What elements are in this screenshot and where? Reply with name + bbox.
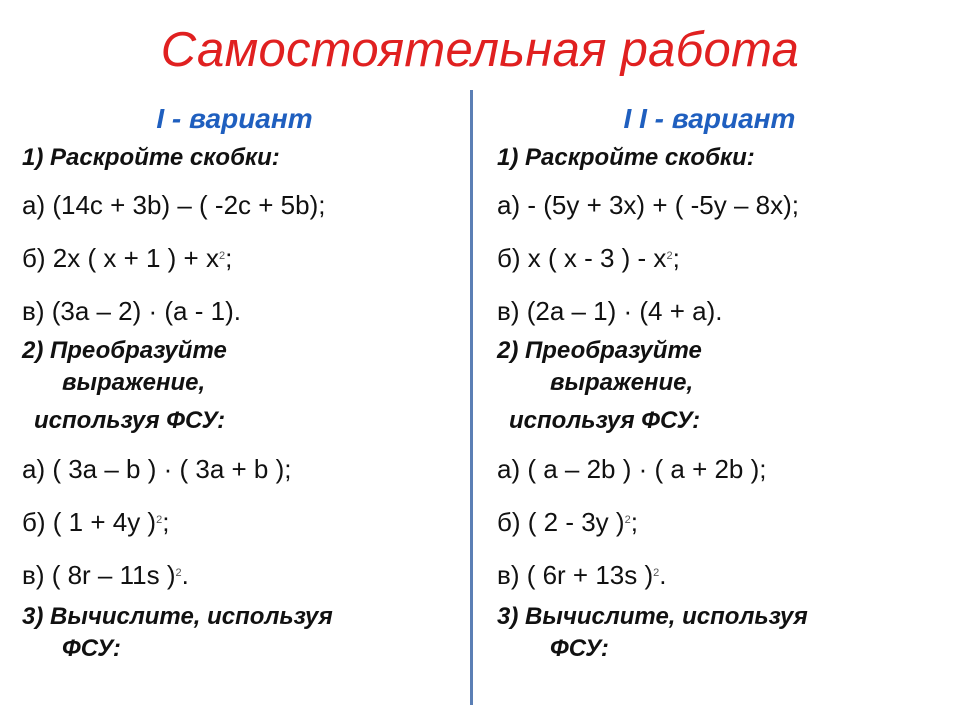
task-2-line-1: 2) Преобразуйте <box>497 337 702 364</box>
task-2-expr-a: а) ( а – 2b ) · ( а + 2b ); <box>497 454 767 484</box>
task-1-expr-c: в) (3а – 2) · (а - 1). <box>22 296 241 326</box>
expr-text: б) ( 1 + 4у ) <box>22 507 157 537</box>
superscript: 2 <box>156 514 163 526</box>
expr-text: б) ( 2 - 3у ) <box>497 507 625 537</box>
task-2-line-2: выражение, <box>62 369 206 396</box>
task-1-expr-a: а) (14с + 3b) – ( -2с + 5b); <box>22 190 326 220</box>
superscript: 2 <box>666 250 673 262</box>
expr-punct: ; <box>162 507 170 537</box>
expr-text: в) ( 8r – 11s ) <box>22 560 176 590</box>
task-1-expr-b <box>22 232 467 285</box>
task-1-heading: 1) Раскройте скобки: <box>497 144 755 171</box>
variant-1-column <box>22 100 467 665</box>
task-1-expr-b <box>497 232 942 285</box>
superscript: 2 <box>624 514 631 526</box>
task-3-line-1: 3) Вычислите, используя <box>22 603 333 630</box>
expr-punct: ; <box>630 507 638 537</box>
task-2-line-3: используя ФСУ: <box>509 407 701 434</box>
task-2-line-3: используя ФСУ: <box>34 407 226 434</box>
task-3-line-2: ФСУ: <box>550 635 609 662</box>
superscript: 2 <box>218 250 226 262</box>
task-2-expr-a: а) ( 3а – b ) · ( 3а + b ); <box>22 454 292 484</box>
variant-2-header: I I - вариант <box>623 103 796 134</box>
task-2-expr-c <box>22 549 467 602</box>
task-2-line-1: 2) Преобразуйте <box>22 337 227 364</box>
task-3-heading <box>22 601 467 665</box>
expr-text: б) 2х ( х + 1 ) + х <box>22 243 219 273</box>
expr-punct: . <box>181 560 189 590</box>
variant-2-column <box>497 100 942 665</box>
task-1-heading: 1) Раскройте скобки: <box>22 144 280 171</box>
expr-text: б) х ( х - 3 ) - х <box>497 243 667 273</box>
task-2-expr-b <box>22 496 467 549</box>
expr-punct: ; <box>225 243 233 273</box>
task-1-expr-a: а) - (5у + 3х) + ( -5у – 8х); <box>497 190 799 220</box>
task-3-line-1: 3) Вычислите, используя <box>497 603 808 630</box>
task-2-heading <box>497 335 942 399</box>
task-3-heading <box>497 601 942 665</box>
expr-punct: ; <box>672 243 680 273</box>
task-2-expr-c <box>497 549 942 602</box>
superscript: 2 <box>653 567 660 579</box>
superscript: 2 <box>175 567 182 579</box>
task-3-line-2: ФСУ: <box>62 635 121 662</box>
task-2-expr-b <box>497 496 942 549</box>
expr-text: в) ( 6r + 13s ) <box>497 560 654 590</box>
task-1-expr-c: в) (2а – 1) · (4 + а). <box>497 296 723 326</box>
variant-1-header: I - вариант <box>156 103 313 134</box>
expr-punct: . <box>659 560 667 590</box>
task-2-line-2: выражение, <box>550 369 694 396</box>
column-divider <box>470 90 473 705</box>
page-title: Самостоятельная работа <box>160 23 800 77</box>
task-2-heading <box>22 335 467 399</box>
